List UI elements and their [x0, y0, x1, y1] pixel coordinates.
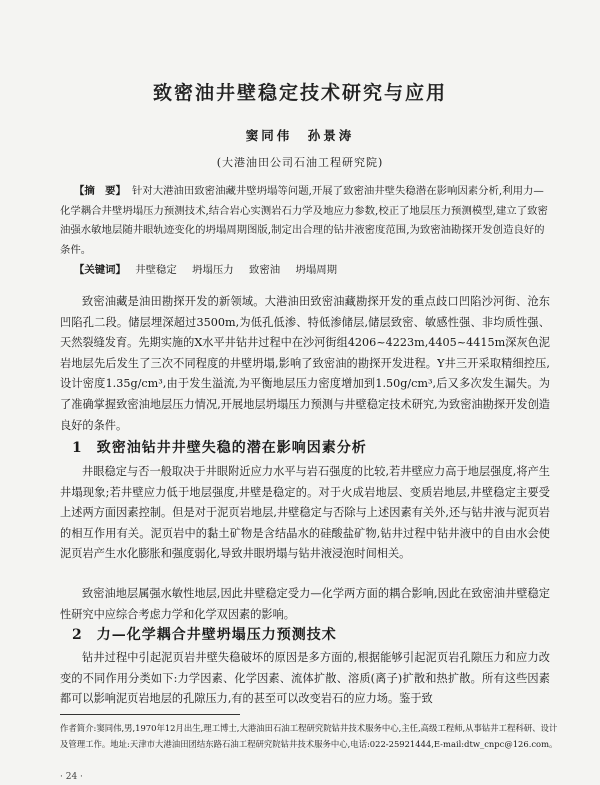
section-2-paragraph: 钻井过程中引起泥页岩井壁失稳破坏的原因是多方面的,根据能够引起泥页岩孔隙压力和应力改变的不同作用分类如下:力学因素、化学因素、流体扩散、溶质(离子)扩散和热扩散。所有这些因素都可以影响泥页岩地层的孔隙压力,有的甚至可以改变岩石的应力场。鉴于致 — [60, 651, 550, 706]
footnote-divider — [60, 714, 240, 715]
section-2-number: 2 — [72, 627, 83, 643]
section-1-paragraph: 致密油地层属强水敏性地层,因此井壁稳定受力—化学两方面的耦合影响,因此在致密油井壁稳定性研究中应综合考虑力学和化学双因素的影响。 — [60, 587, 550, 621]
keyword-item: 坍塌周期 — [295, 264, 338, 276]
author-footnote: 作者简介:窦同伟,男,1970年12月出生,理工博士,大港油田石油工程研究院钻井技术服务中心,主任,高级工程师,从事钻井工程科研、设计及管理工作。地址:天津市大港油田团结东路石油工程研究院钻井技术服务中心,电话:022-25921444,E-mail:dtw_cnpc@126.com。 — [60, 723, 558, 749]
paper-authors: 窦同伟 孙景涛 — [245, 128, 355, 143]
section-2-title: 力—化学耦合井壁坍塌压力预测技术 — [96, 627, 337, 643]
abstract-text: 针对大港油田致密油藏井壁坍塌等问题,开展了致密油井壁失稳潜在影响因素分析,利用力—化学耦合井壁坍塌压力预测技术,结合岩心实测岩石力学及地应力参数,校正了地层压力预测模型,建立了致密油强水敏地层随井眼轨迹变化的坍塌周期图版,制定出合理的钻井液密度范围,为致密油勘探开发创造良好的条件。 — [60, 185, 548, 256]
paper-title: 致密油井壁稳定技术研究与应用 — [152, 82, 447, 104]
section-1-number: 1 — [72, 440, 83, 456]
section-1-title: 致密油钻井井壁失稳的潜在影响因素分析 — [96, 440, 367, 456]
keywords-label: 【关键词】 — [74, 264, 126, 276]
keyword-item: 井壁稳定 — [135, 264, 177, 276]
keywords — [74, 262, 544, 278]
paper-affiliation: (大港油田公司石油工程研究院) — [216, 156, 384, 169]
section-1-heading — [72, 437, 367, 457]
page-number: · 24 · — [60, 772, 83, 782]
section-1-paragraph: 井眼稳定与否一般取决于井眼附近应力水平与岩石强度的比较,若井壁应力高于地层强度,将产生井塌现象;若井壁应力低于地层强度,井壁是稳定的。对于火成岩地层、变质岩地层,井壁稳定主要受上述两方面因素控制。但是对于泥页岩地层,井壁稳定与否除与上述因素有关外,还与钻井液与泥页岩的相互作用有关。泥页岩中的黏土矿物是含结晶水的硅酸盐矿物,钻井过程中钻井液中的自由水会使泥页岩产生水化膨胀和强度弱化,导致井眼坍塌与钻井液浸泡时间相关。 — [60, 465, 550, 561]
keyword-item: 坍塌压力 — [192, 264, 234, 276]
abstract — [60, 182, 550, 260]
keyword-item: 致密油 — [249, 264, 281, 276]
abstract-label: 【摘 要】 — [74, 185, 126, 197]
intro-paragraph: 致密油藏是油田勘探开发的新领域。大港油田致密油藏勘探开发的重点歧口凹陷沙河街、沧东凹陷孔二段。储层埋深超过3500m,为低孔低渗、特低渗储层,储层致密、敏感性强、非均质性强、天然裂缝发育。先期实施的X水平井钻井过程中在沙河街组4206~4223m,4405~4415m深灰色泥岩地层先后发生了三次不同程度的井壁坍塌,影响了致密油的勘探开发进程。Y井三开采取精细控压,设计密度1.35g/cm³,由于发生溢流,为平衡地层压力密度增加到1.50g/cm³,后又多次发生漏失。为了准确掌握致密油地层压力情况,开展地层坍塌压力预测与井壁稳定技术研究,为致密油勘探开发创造良好的条件。 — [60, 295, 550, 432]
section-2-heading — [72, 624, 337, 644]
